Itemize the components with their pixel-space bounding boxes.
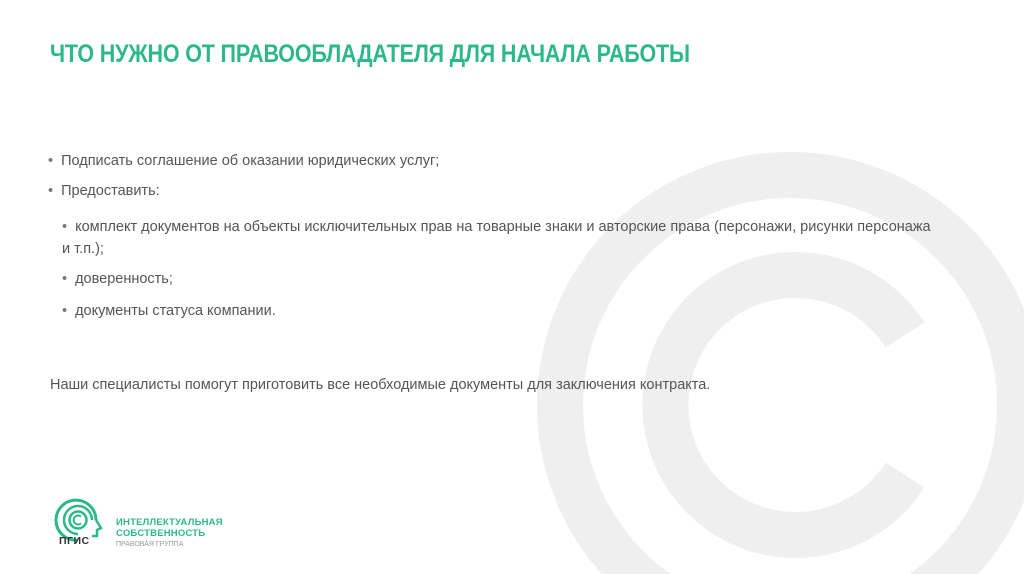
logo-text-line3: ПРАВОВАЯ ГРУППА [116, 541, 184, 548]
list-item [48, 153, 439, 169]
logo-abbreviation: ПГИС [59, 535, 90, 547]
list-item-text: Подписать соглашение об оказании юридических услуг; [61, 153, 440, 169]
list-item [48, 183, 160, 199]
sub-list-item [62, 216, 942, 260]
sub-list-item-text: документы статуса компании. [75, 303, 276, 319]
bullet-dot: • [48, 153, 54, 169]
logo-text-line1: ИНТЕЛЛЕКТУАЛЬНАЯ [116, 517, 223, 528]
footer-note: Наши специалисты помогут приготовить все необходимые документы для заключения контракта. [50, 377, 711, 393]
copyright-watermark-icon [530, 145, 1024, 574]
page-title: ЧТО НУЖНО ОТ ПРАВООБЛАДАТЕЛЯ ДЛЯ НАЧАЛА РАБОТЫ [50, 40, 690, 68]
sub-list-item-text: доверенность; [75, 271, 173, 287]
bullet-dot: • [62, 219, 68, 235]
sub-list-item [62, 268, 942, 290]
bullet-dot: • [62, 303, 68, 319]
bullet-dot: • [62, 271, 68, 287]
bullet-dot: • [48, 183, 54, 199]
logo-text-line2: СОБСТВЕННОСТЬ [116, 528, 206, 539]
sub-list-item-text: комплект документов на объекты исключительных прав на товарные знаки и авторские права (персонажи, рисунки персонажа и т.п.); [62, 219, 931, 257]
sub-list-item [62, 300, 942, 322]
list-item-text: Предоставить: [61, 183, 160, 199]
